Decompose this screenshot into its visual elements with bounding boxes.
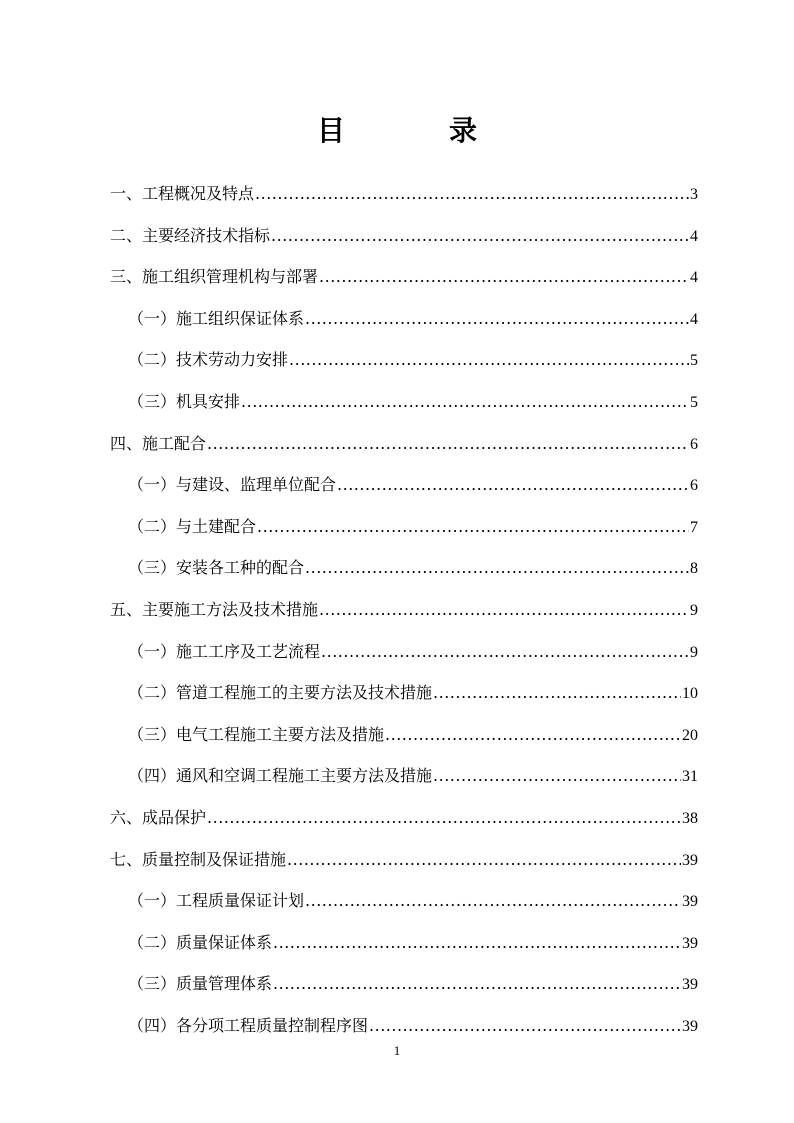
toc-entry-page: 31 xyxy=(682,768,698,786)
toc-entry-page: 39 xyxy=(682,893,698,911)
toc-entry-label: 一、工程概况及特点 xyxy=(110,184,255,203)
toc-entry-label: （一）工程质量保证计划 xyxy=(128,891,305,911)
toc-entry[interactable] xyxy=(110,839,698,881)
dot-leader xyxy=(369,1005,681,1047)
toc-entry-page: 7 xyxy=(690,518,698,536)
dot-leader xyxy=(319,256,689,298)
toc-entry-page: 9 xyxy=(690,601,698,619)
toc-entry[interactable] xyxy=(110,506,698,548)
dot-leader xyxy=(207,423,689,465)
toc-entry-page: 3 xyxy=(690,186,698,203)
toc-entry-label: （三）机具安排 xyxy=(128,391,241,411)
toc-entry[interactable] xyxy=(110,464,698,506)
toc-entry-label: （二）与土建配合 xyxy=(128,516,257,536)
toc-entry-label: （三）安装各工种的配合 xyxy=(128,558,305,578)
toc-entry-label: 二、主要经济技术指标 xyxy=(110,225,271,245)
toc-entry-page: 4 xyxy=(690,310,698,328)
toc-entry-page: 8 xyxy=(690,560,698,578)
toc-entry[interactable] xyxy=(110,339,698,381)
toc-entry-page: 6 xyxy=(690,435,698,453)
toc-entry-page: 20 xyxy=(682,726,698,744)
toc-entry-label: （二）质量保证体系 xyxy=(128,932,273,952)
dot-leader xyxy=(305,880,681,922)
toc-entry[interactable] xyxy=(110,298,698,340)
toc-entry-label: （二）管道工程施工的主要方法及技术措施 xyxy=(128,683,433,703)
toc-entry[interactable] xyxy=(110,215,698,257)
toc-entry-page: 39 xyxy=(682,934,698,952)
table-of-contents xyxy=(110,173,698,1046)
dot-leader xyxy=(287,839,681,881)
toc-entry-page: 4 xyxy=(690,227,698,245)
dot-leader xyxy=(385,714,681,756)
dot-leader xyxy=(241,381,689,423)
toc-entry[interactable] xyxy=(110,755,698,797)
toc-entry-page: 6 xyxy=(690,477,698,495)
toc-entry[interactable] xyxy=(110,173,698,215)
toc-entry-label: （三）电气工程施工主要方法及措施 xyxy=(128,724,385,744)
toc-entry[interactable] xyxy=(110,631,698,673)
toc-entry[interactable] xyxy=(110,963,698,1005)
toc-entry-label: （三）质量管理体系 xyxy=(128,974,273,994)
dot-leader xyxy=(257,506,689,548)
toc-entry-label: （四）通风和空调工程施工主要方法及措施 xyxy=(128,766,433,786)
toc-entry[interactable] xyxy=(110,797,698,839)
toc-entry-page: 39 xyxy=(682,976,698,994)
toc-entry[interactable] xyxy=(110,880,698,922)
dot-leader xyxy=(433,672,681,714)
toc-entry-label: （一）施工工序及工艺流程 xyxy=(128,641,321,661)
toc-entry-label: （四）各分项工程质量控制程序图 xyxy=(128,1015,369,1035)
dot-leader xyxy=(433,755,681,797)
toc-entry-label: （一）与建设、监理单位配合 xyxy=(128,475,337,495)
toc-entry-page: 10 xyxy=(682,685,698,703)
dot-leader xyxy=(207,797,681,839)
toc-entry-label: （二）技术劳动力安排 xyxy=(128,350,289,370)
toc-entry[interactable] xyxy=(110,922,698,964)
dot-leader xyxy=(319,589,689,631)
toc-entry[interactable] xyxy=(110,589,698,631)
toc-entry-label: 七、质量控制及保证措施 xyxy=(110,849,287,869)
toc-entry-label: 四、施工配合 xyxy=(110,433,207,453)
toc-entry[interactable] xyxy=(110,423,698,465)
dot-leader xyxy=(289,339,689,381)
toc-entry-page: 39 xyxy=(682,1017,698,1035)
dot-leader xyxy=(273,922,681,964)
toc-entry[interactable] xyxy=(110,547,698,589)
toc-entry-page: 39 xyxy=(682,851,698,869)
toc-entry-label: 六、成品保护 xyxy=(110,807,207,827)
dot-leader xyxy=(321,631,689,673)
toc-entry-label: 五、主要施工方法及技术措施 xyxy=(110,599,319,619)
toc-entry-page: 38 xyxy=(682,809,698,827)
toc-entry[interactable] xyxy=(110,672,698,714)
dot-leader xyxy=(271,215,689,257)
dot-leader xyxy=(255,173,689,215)
dot-leader xyxy=(305,547,689,589)
toc-entry-page: 4 xyxy=(690,269,698,287)
dot-leader xyxy=(337,464,689,506)
page-number: 1 xyxy=(393,1043,401,1058)
toc-entry-label: 三、施工组织管理机构与部署 xyxy=(110,267,319,287)
toc-entry-page: 5 xyxy=(690,352,698,370)
toc-entry[interactable] xyxy=(110,256,698,298)
toc-entry-page: 9 xyxy=(690,643,698,661)
toc-entry-page: 5 xyxy=(690,393,698,411)
toc-entry[interactable] xyxy=(110,714,698,756)
toc-entry-label: （一）施工组织保证体系 xyxy=(128,308,305,328)
dot-leader xyxy=(273,963,681,1005)
dot-leader xyxy=(305,298,689,340)
toc-entry[interactable] xyxy=(110,1005,698,1047)
page-title: 目 录 xyxy=(316,113,515,147)
toc-entry[interactable] xyxy=(110,381,698,423)
